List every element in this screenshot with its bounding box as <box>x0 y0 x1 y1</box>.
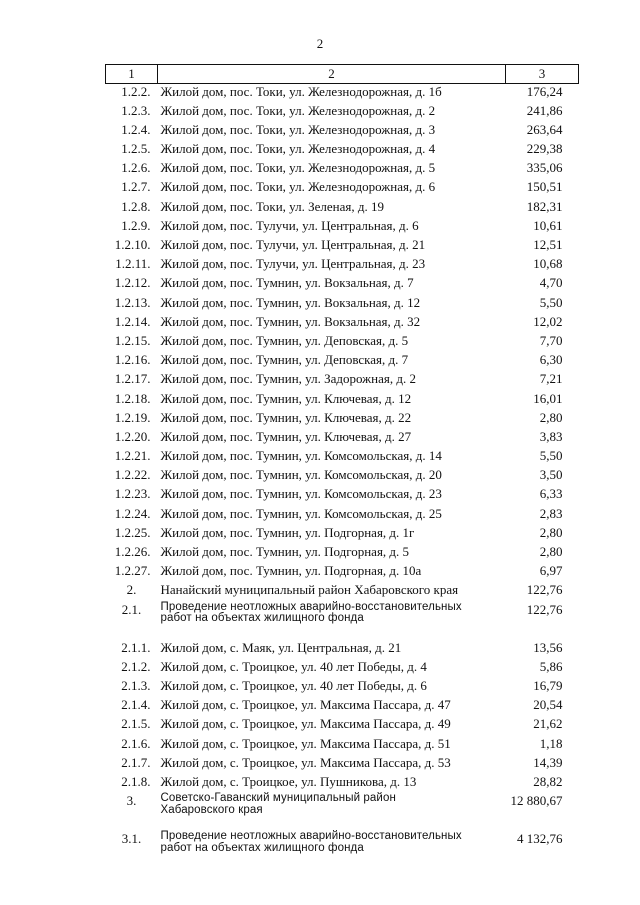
row-name: Жилой дом, пос. Тумнин, ул. Вокзальная, д. 32 <box>160 313 421 329</box>
row-value: 335,06 <box>526 160 563 176</box>
table-row <box>106 275 579 294</box>
row-name: Жилой дом, с. Троицкое, ул. 40 лет Победы, д. 6 <box>160 677 427 693</box>
row-value: 150,51 <box>526 179 563 195</box>
row-name <box>158 602 506 640</box>
row-number: 2.1.8. <box>121 773 151 789</box>
table-row <box>106 256 579 275</box>
row-value: 182,31 <box>526 198 563 214</box>
table-row <box>106 410 579 429</box>
row-number: 2.1. <box>121 601 142 617</box>
row-value: 14,39 <box>533 754 563 770</box>
row-number: 2. <box>126 582 137 598</box>
row-value: 6,97 <box>539 563 563 579</box>
table-row <box>106 333 579 352</box>
row-name-line-2: работ на объектах жилищного фонда <box>160 612 364 625</box>
row-name: Жилой дом, с. Троицкое, ул. Максима Пассара, д. 53 <box>160 754 451 770</box>
row-number: 1.2.10. <box>114 237 151 252</box>
row-name: Жилой дом, пос. Тумнин, ул. Подгорная, д. 1г <box>160 524 415 540</box>
row-name: Жилой дом, пос. Тумнин, ул. Вокзальная, д. 7 <box>160 275 414 291</box>
row-number: 1.2.22. <box>114 467 151 483</box>
page-number: 2 <box>316 36 324 51</box>
row-name: Жилой дом, пос. Токи, ул. Железнодорожная, д. 2 <box>160 102 436 118</box>
row-name: Жилой дом, пос. Токи, ул. Железнодорожная, д. 6 <box>160 179 436 195</box>
header-col-1: 1 <box>106 65 158 84</box>
row-name: Жилой дом, пос. Тумнин, ул. Комсомольская, д. 14 <box>160 448 442 464</box>
table-row <box>106 582 579 601</box>
row-value: 1,18 <box>539 735 563 751</box>
row-name: Жилой дом, пос. Тумнин, ул. Подгорная, д. 5 <box>160 544 410 559</box>
table-row <box>106 467 579 486</box>
row-value: 2,80 <box>539 544 563 559</box>
table-row <box>106 506 579 525</box>
row-value: 28,82 <box>533 773 563 789</box>
row-name <box>158 793 506 831</box>
row-number: 2.1.6. <box>121 735 151 751</box>
row-number: 1.2.18. <box>114 390 151 406</box>
row-number: 1.2.16. <box>114 352 151 368</box>
table-row <box>106 774 579 793</box>
row-number: 2.1.2. <box>121 658 151 674</box>
row-name: Жилой дом, пос. Токи, ул. Железнодорожная, д. 3 <box>160 121 436 137</box>
row-number: 1.2.9. <box>121 217 151 233</box>
row-value: 12,02 <box>533 313 563 329</box>
row-name-line-1: Проведение неотложных аварийно-восстановительных <box>160 830 462 843</box>
row-name: Жилой дом, пос. Тумнин, ул. Вокзальная, д. 12 <box>160 294 421 310</box>
row-number: 1.2.8. <box>121 198 151 214</box>
row-value: 3,83 <box>539 428 563 444</box>
row-number: 1.2.19. <box>114 409 151 425</box>
row-name: Жилой дом, с. Маяк, ул. Центральная, д. 21 <box>160 639 402 655</box>
table-row <box>106 352 579 371</box>
row-value: 2,83 <box>539 505 563 521</box>
table-row <box>106 295 579 314</box>
row-number: 3. <box>126 793 137 809</box>
row-value: 122,76 <box>526 601 563 617</box>
row-name: Жилой дом, пос. Тумнин, ул. Задорожная, д. 2 <box>160 371 416 387</box>
row-value: 6,30 <box>539 352 563 368</box>
row-value: 3,50 <box>539 467 563 483</box>
row-number: 1.2.23. <box>114 486 151 502</box>
row-value: 2,80 <box>539 409 563 425</box>
row-value: 10,61 <box>533 217 563 233</box>
row-value: 176,24 <box>526 84 563 99</box>
row-value: 13,56 <box>533 639 563 655</box>
row-value: 4 132,76 <box>517 831 563 847</box>
table-row <box>106 160 579 179</box>
row-name: Жилой дом, пос. Тумнин, ул. Ключевая, д. 22 <box>160 409 412 425</box>
table-row <box>106 486 579 505</box>
table-row <box>106 314 579 333</box>
table-row <box>106 716 579 735</box>
row-number: 1.2.14. <box>114 313 151 329</box>
row-name: Жилой дом, пос. Тумнин, ул. Деповская, д. 5 <box>160 332 409 348</box>
table-row <box>106 122 579 141</box>
row-value: 4,70 <box>539 275 563 291</box>
row-value: 7,21 <box>539 371 563 387</box>
row-name: Жилой дом, пос. Токи, ул. Зеленая, д. 19 <box>160 198 384 214</box>
table-header <box>106 65 579 84</box>
row-name-line-1: Проведение неотложных аварийно-восстановительных <box>160 600 462 613</box>
row-number: 1.2.6. <box>121 160 151 176</box>
row-name: Жилой дом, пос. Тулучи, ул. Центральная, д. 23 <box>160 256 426 272</box>
row-value: 122,76 <box>526 582 563 598</box>
row-number: 1.2.17. <box>114 371 151 387</box>
table-body <box>106 84 579 870</box>
row-number: 2.1.1. <box>121 639 151 655</box>
row-number: 1.2.7. <box>121 179 151 195</box>
row-number: 1.2.27. <box>114 563 151 579</box>
row-name: Жилой дом, с. Троицкое, ул. Максима Пассара, д. 49 <box>160 716 451 732</box>
row-name: Жилой дом, пос. Тулучи, ул. Центральная, д. 21 <box>160 237 426 252</box>
row-name: Нанайский муниципальный район Хабаровского края <box>160 582 459 598</box>
row-number: 1.2.26. <box>114 544 151 559</box>
row-name-line-2: работ на объектах жилищного фонда <box>160 841 364 854</box>
row-number: 3.1. <box>121 831 142 847</box>
row-value: 263,64 <box>526 121 563 137</box>
row-number: 1.2.25. <box>114 524 151 540</box>
row-name: Жилой дом, пос. Тулучи, ул. Центральная, д. 6 <box>160 217 419 233</box>
table-row <box>106 678 579 697</box>
row-value: 16,01 <box>533 390 563 406</box>
row-number: 2.1.4. <box>121 697 151 713</box>
row-number: 2.1.5. <box>121 716 151 732</box>
row-value: 241,86 <box>526 102 563 118</box>
row-value: 20,54 <box>533 697 563 713</box>
header-row <box>106 65 579 84</box>
row-number: 1.2.11. <box>115 256 151 272</box>
row-name: Жилой дом, пос. Тумнин, ул. Ключевая, д. 27 <box>160 428 412 444</box>
row-number: 1.2.2. <box>121 84 151 99</box>
row-number: 1.2.12. <box>114 275 151 291</box>
row-number: 1.2.21. <box>114 448 151 464</box>
table-row <box>106 84 579 103</box>
row-name: Жилой дом, пос. Тумнин, ул. Комсомольская, д. 25 <box>160 505 442 521</box>
row-number: 1.2.24. <box>114 505 151 521</box>
row-number: 1.2.15. <box>114 332 151 348</box>
row-name: Жилой дом, с. Троицкое, ул. 40 лет Победы, д. 4 <box>160 658 427 674</box>
table-row <box>106 525 579 544</box>
row-name: Жилой дом, пос. Тумнин, ул. Комсомольская, д. 20 <box>160 467 442 483</box>
row-number: 1.2.4. <box>121 121 151 137</box>
row-name: Жилой дом, с. Троицкое, ул. Максима Пассара, д. 47 <box>160 697 451 713</box>
table-row <box>106 429 579 448</box>
row-value: 12 880,67 <box>510 793 563 809</box>
row-name: Жилой дом, пос. Токи, ул. Железнодорожная, д. 5 <box>160 160 436 176</box>
row-name: Жилой дом, с. Троицкое, ул. Пушникова, д. 13 <box>160 773 417 789</box>
table-row <box>106 391 579 410</box>
table-row <box>106 697 579 716</box>
table-row <box>106 793 579 831</box>
row-value: 21,62 <box>533 716 563 732</box>
table-row <box>106 736 579 755</box>
row-number: 2.1.3. <box>121 677 151 693</box>
row-name <box>158 831 506 869</box>
table-row <box>106 640 579 659</box>
row-value: 10,68 <box>533 256 563 272</box>
table-row <box>106 448 579 467</box>
data-table <box>105 64 579 869</box>
table-row <box>106 544 579 563</box>
row-value: 7,70 <box>539 332 563 348</box>
row-number: 1.2.13. <box>114 294 151 310</box>
row-number: 1.2.3. <box>121 102 151 118</box>
table-row <box>106 179 579 198</box>
row-value: 6,33 <box>539 486 563 502</box>
table-row <box>106 602 579 640</box>
table-row <box>106 218 579 237</box>
table-row <box>106 563 579 582</box>
row-value: 2,80 <box>539 524 563 540</box>
row-name: Жилой дом, пос. Тумнин, ул. Ключевая, д. 12 <box>160 390 412 406</box>
row-value: 229,38 <box>526 141 563 157</box>
table-row <box>106 371 579 390</box>
table-row <box>106 199 579 218</box>
table-row <box>106 659 579 678</box>
row-name: Жилой дом, пос. Токи, ул. Железнодорожная, д. 4 <box>160 141 436 157</box>
header-col-2: 2 <box>158 65 506 84</box>
table-row <box>106 831 579 869</box>
row-name: Жилой дом, пос. Тумнин, ул. Деповская, д. 7 <box>160 352 409 368</box>
header-col-3: 3 <box>506 65 579 84</box>
table-row <box>106 237 579 256</box>
row-number: 2.1.7. <box>121 754 151 770</box>
row-value: 16,79 <box>533 677 563 693</box>
table-row <box>106 141 579 160</box>
row-name: Жилой дом, пос. Тумнин, ул. Подгорная, д. 10а <box>160 563 422 579</box>
table-row <box>106 103 579 122</box>
row-number: 1.2.5. <box>121 141 151 157</box>
row-name-line-1: Советско-Гаванский муниципальный район <box>160 792 396 805</box>
row-name: Жилой дом, пос. Тумнин, ул. Комсомольская, д. 23 <box>160 486 442 502</box>
row-value: 5,50 <box>539 448 563 464</box>
row-value: 5,86 <box>539 658 563 674</box>
row-number: 1.2.20. <box>114 428 151 444</box>
row-value: 12,51 <box>533 237 563 252</box>
table-row <box>106 755 579 774</box>
row-value: 5,50 <box>539 294 563 310</box>
row-name-line-2: Хабаровского края <box>160 803 263 816</box>
row-name: Жилой дом, пос. Токи, ул. Железнодорожная, д. 1б <box>160 84 442 99</box>
row-name: Жилой дом, с. Троицкое, ул. Максима Пассара, д. 51 <box>160 735 451 751</box>
